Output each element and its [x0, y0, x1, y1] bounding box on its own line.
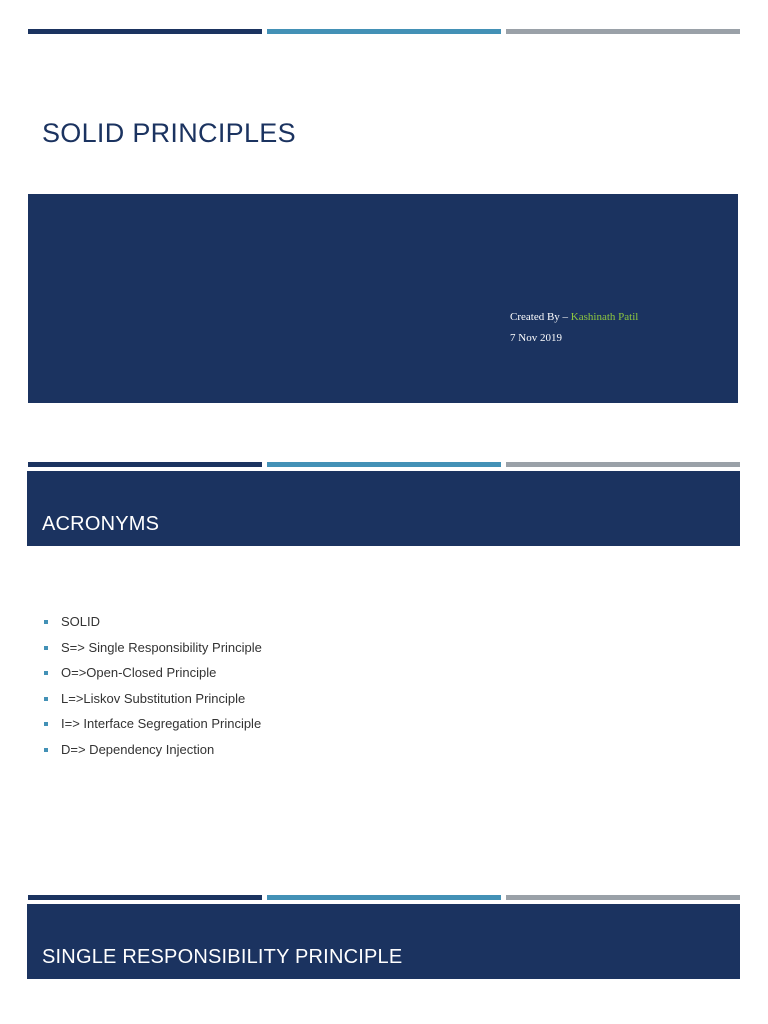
list-item-text: D=> Dependency Injection [61, 741, 215, 757]
accent-bar-navy [28, 29, 262, 34]
slide-header-band [27, 904, 740, 979]
author-name: Kashinath Patil [570, 311, 639, 323]
slide-heading: SINGLE RESPONSIBILITY PRINCIPLE [42, 946, 403, 968]
accent-bar-blue [267, 29, 501, 34]
accent-bar-navy [28, 895, 262, 900]
accent-bars [28, 895, 740, 900]
list-item-text: I=> Interface Segregation Principle [61, 716, 262, 732]
accent-bar-gray [506, 29, 740, 34]
acronyms-slide [0, 455, 768, 875]
accent-bar-gray [506, 895, 740, 900]
list-item [44, 638, 262, 664]
list-item-text: SOLID [61, 614, 101, 629]
list-item [44, 612, 262, 638]
list-item-text: L=>Liskov Substitution Principle [61, 690, 246, 706]
list-item [44, 714, 262, 740]
created-by-line [510, 311, 638, 323]
slide-heading: ACRONYMS [42, 513, 160, 535]
square-bullet-icon [44, 748, 48, 752]
list-item [44, 689, 262, 715]
accent-bars [28, 462, 740, 467]
square-bullet-icon [44, 671, 48, 675]
square-bullet-icon [44, 697, 48, 701]
presentation-title: SOLID PRINCIPLES [42, 118, 296, 148]
accent-bars [28, 29, 740, 34]
square-bullet-icon [44, 620, 48, 624]
list-item-text: O=>Open-Closed Principle [61, 665, 217, 681]
list-item [44, 740, 262, 766]
srp-slide [0, 888, 768, 1024]
square-bullet-icon [44, 646, 48, 650]
title-slide [0, 0, 768, 420]
accent-bar-blue [267, 462, 501, 467]
subtitle-panel [28, 194, 738, 403]
list-item [44, 663, 262, 689]
list-item-text: S=> Single Responsibility Principle [61, 639, 262, 655]
presentation-date: 7 Nov 2019 [510, 332, 562, 344]
square-bullet-icon [44, 722, 48, 726]
created-by-label: Created By – [510, 311, 571, 323]
accent-bar-gray [506, 462, 740, 467]
accent-bar-navy [28, 462, 262, 467]
acronym-list [44, 612, 262, 766]
accent-bar-blue [267, 895, 501, 900]
slide-header-band [27, 471, 740, 546]
